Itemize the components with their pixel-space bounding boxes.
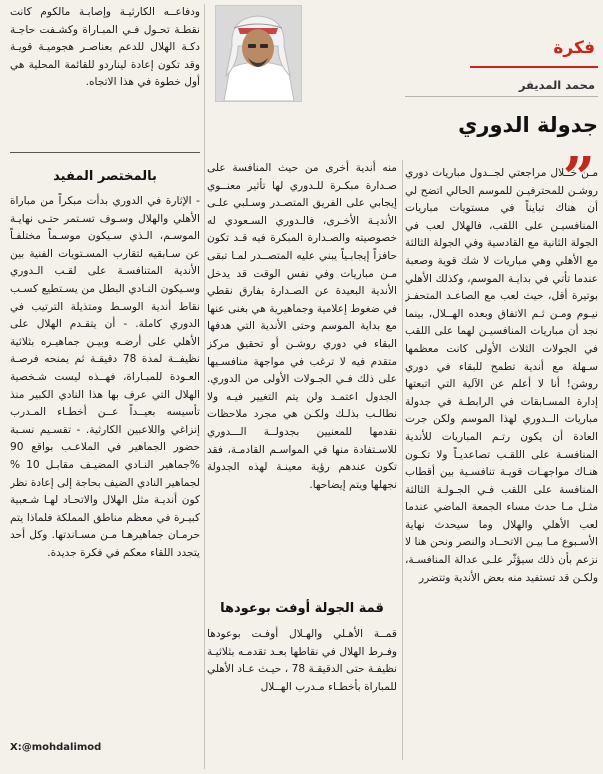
article-title: جدولة الدوري <box>458 113 598 137</box>
author-portrait-icon <box>216 6 301 101</box>
column-kicker: فكرة <box>553 38 595 58</box>
kicker-underline <box>470 66 598 68</box>
x-handle: X:@mohdalimod <box>10 742 102 753</box>
sidebar-heading: بالمختصر المفيد <box>53 169 157 184</box>
article-body-left-top: ودفاعــه الكارثيـة وإصابـة مالكوم كانت نقطـة تحـول فـي المبـاراة وكشـفت حاجـة دكـة الهلال للدعم بعناصـر هجوميـة قويـة وقد تكون إعادة ليناردو للقائمة المحلية هي أول خطوة في هذا الاتجاه. <box>10 6 200 89</box>
article-body-right: مـن خــلال مراجعتي لجــدول مباريات دوري روشـن للمحترفيـن للموسم الحالي اتضح لي أن هناك تبايناً في مستويات مباريات المنافسيـن على اللقب، فالهلال لعب في الجولة الثانية مع القادسية وفي الجولة الثالثة مع الأهلي وهي مباريات لا شك قوية وصعبة عندما تأتي في بدايـة الموسم، وكذلك الأهلي بوتيرة أقل، حيث لعب مع الصاعـد المتحفـز نيـوم ومـن ثـم الاتفاق وبعده الهــلال، بينما نجد أن مباريات المنافسيـن لهما على اللقب في الجولات الثلاث الأولى كانت معظمها سـهلة مع أندية تطمح للبقاء في دوري روشن! أنا لا أعلم عن الآلية التي اتبعتها إدارة المسـابقات في الرابطـة في جدولة مباريات الــدوري لهذا الموسم ولكن جرت العادة أن يكون رتـم المباريات للأندية المنافسـة على اللقـب تصاعديـاً ولا تكـون هنـاك مواجهـات قويـة تنافسـية بين أقطاب المنافسة على اللقب فـي الجـولـة الثالثة مثـل مـا حدث مساء الجمعة الماضي عندما لعب الأهلي والهلال وما سيحدث نهاية الأسـبوع مـا بيـن الاتحــاد والنصر ونحن هنا لا نزعم بأن ذلك سيؤثّر علـى عدالة المنافسـة، ولكـن قد تستفيد منه بعض الأندية وتتضرر <box>405 167 598 584</box>
sidebar-divider <box>10 152 200 153</box>
article-body-middle: منه أندية أخرى من حيث المنافسة على صـدارة مبكـرة للـدوري لها تأثير معنــوي إيجابي على الفريق المتصـدر وسـلبي علـى الأنديـة الأخـرى، فالـدوري السـعودي له خصوصيته والصـدارة المبكرة فيه قـد تكون حافزاً إيجابـياً يبني عليه المتصــدر لمـا تبقى مـن مباريات وفي نفس الوقت قد يدخل الأندية البعيدة عن الصـدارة بفارق نقطي في ضغوط إعلامية وجماهيرية هي بغنى عنها مع بداية الموسم وحتى الأندية التي هدفها البقاء في دوري روشـن أو تحقيق مركز متقدم فيه لا ترغب في مواجهة منافسـيها على ذلك فـي الجـولات الأولى من الدوري. الجدول اعتمـد ولن يتم التغيير فيـه ولا نطالـب بذلـك ولكـن هي مجرد ملاحظات نقدمها للمعنيين بجدولــة الـــدوري للاسـتفادة منها في المواسـم القادمـة، فقد تكون عندهم رؤية معينـة لهذه الجدولة نجهلها ويتم إيضاحها. <box>207 162 397 491</box>
quote-mark-icon: ” <box>562 145 595 211</box>
article-column-right <box>405 165 598 769</box>
article-column-middle-after <box>207 626 397 769</box>
sidebar-body: - الإثارة في الدوري بدأت مبكراً من مباراة الأهلي والهلال وسـوف تسـتمر حتـى نهايـة الموسـم، الـذي سـيكون موسـماً مختلفـاً عن سـابقيه لتقارب المسـتويات الفنية بين الأندية المتنافسـة على لقـب الـدوري وسـيكون النـادي البطل من يسـتطيع كسـب نقاط أندية الوسـط ومتذيلة الترتيب في الدوري كاملة. - أن يتقـدم الهلال على الأهلي على أرضـه وبيـن جماهيـره بثلاثية نظيفــة لمدة 78 دقيقـة ثم يمنحه فرصـة العـودة للمبـاراة، فهــذه ليست شـخصية الهلال التي عرف بها هذا النادي الكبير منذ تأسيسه بعيــداً عــن أخطـاء المـدرب إنزاغي واللاعبين الكارثية. - تقسـيم نسـبة حضور الجماهير في الملاعـب بواقع 90 %جماهير النـادي المضيـف مقابـل 10 % لجماهير النادي الضيف بحاجة إلى إعادة نظر كون أنديـة مثل الهلال والاتحـاد لهـا شـعبية كبيـرة في معظم مناطق المملكة فلماذا يتم حرمـان جماهيرهـا مـن مسـاندتها. وكل أحد يتجدد اللقاء معكم في فكرة جديدة. <box>10 195 200 559</box>
column-divider-right <box>402 160 403 760</box>
column-divider-left <box>204 4 205 769</box>
article-body-middle-after: قمــة الأهـلي والهـلال أوفـت بوعودها وفـرط الهلال في نقاطها بعـد تقدمـه بثلاثيـة نظيفـة حتى الدقيقـة 78 ، حيـث عـاد الأهلي للمباراة بأخطـاء مـدرب الهــلال <box>207 628 397 693</box>
article-column-middle <box>207 160 397 590</box>
author-name: محمد المديفر <box>518 78 595 92</box>
author-photo <box>215 5 302 102</box>
article-column-left-top <box>10 4 200 144</box>
sidebar-column <box>10 193 200 741</box>
middle-subheading: قمة الجولة أوفت بوعودها <box>220 601 384 616</box>
header-divider <box>405 96 598 97</box>
